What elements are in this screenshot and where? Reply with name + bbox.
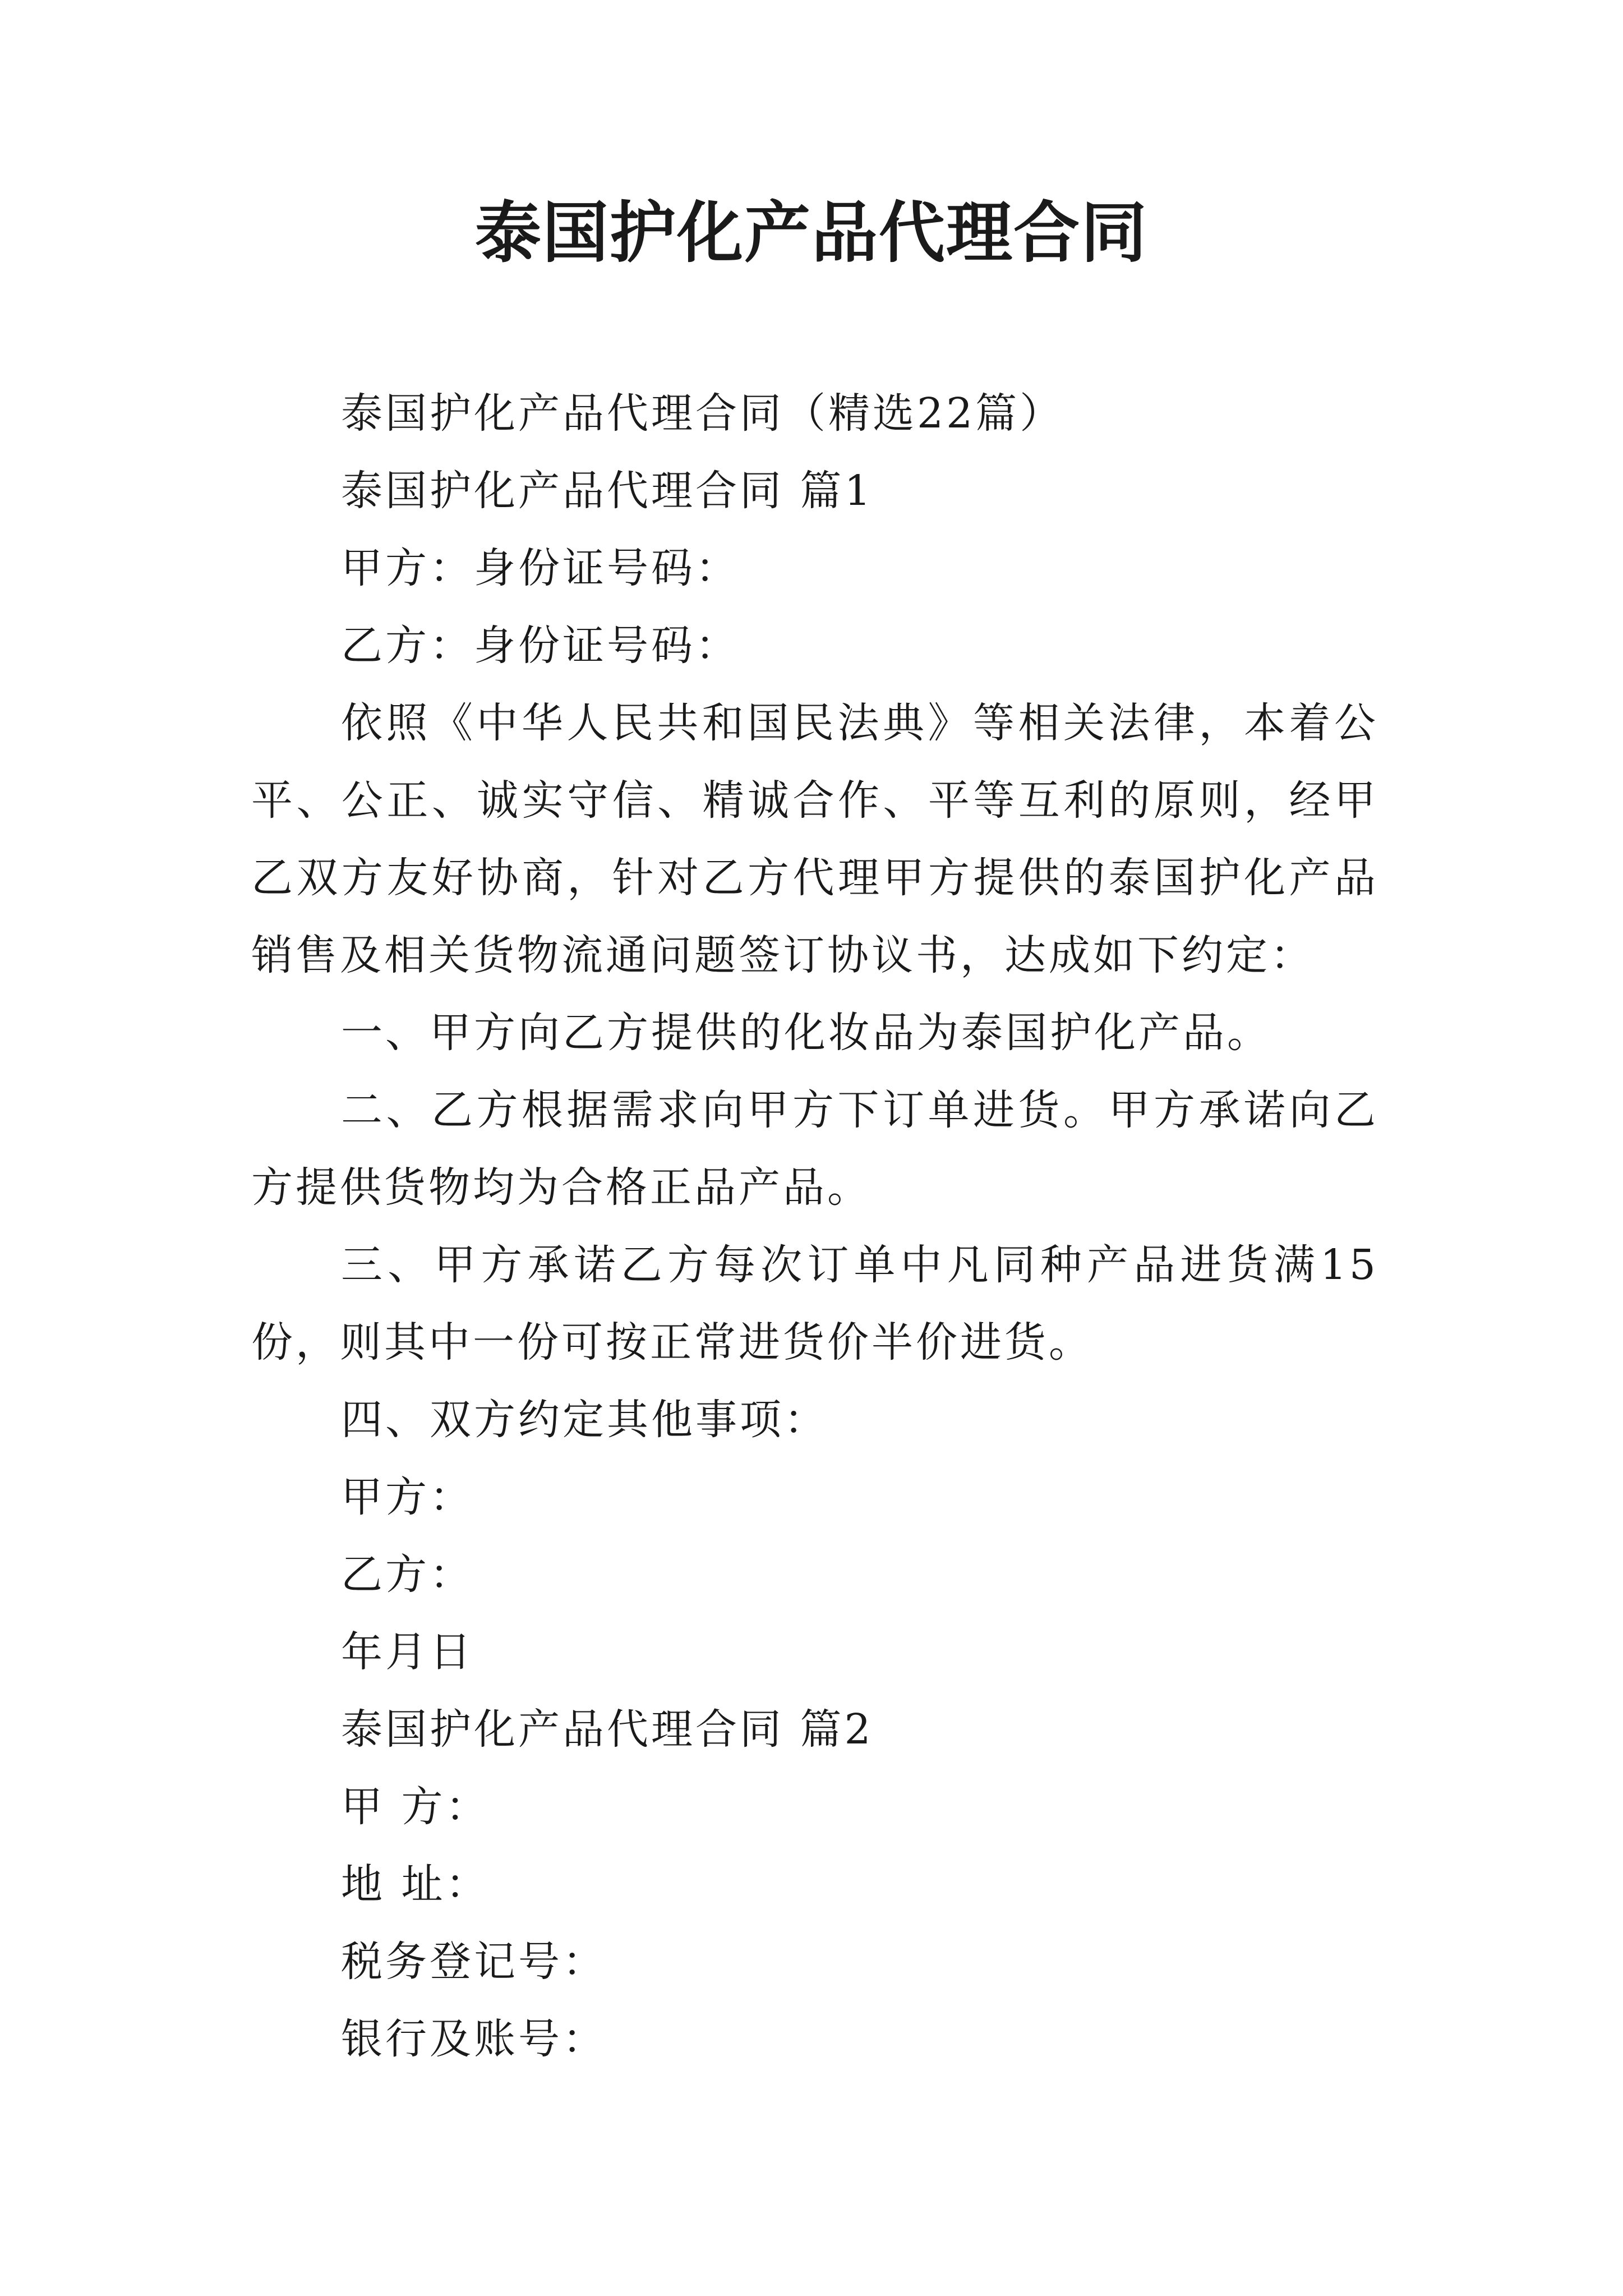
paragraph-party-a-label: 甲 方： — [341, 1783, 490, 1831]
document-title: 泰国护化产品代理合同 — [474, 194, 1148, 272]
paragraph-clause-4: 四、双方约定其他事项： — [341, 1396, 828, 1444]
paragraph-preamble: 依照《中华人民共和国民法典》等相关法律，本着公平、公正、诚实守信、精诚合作、平等互利的原则，经甲乙双方友好协商，针对乙方代理甲方提供的泰国护化产品销售及相关货物流通问题签订协议书，达成如下约定： — [251, 699, 1378, 979]
paragraph-party-b-id: 乙方：身份证号码： — [341, 622, 740, 670]
paragraph-date: 年月日 — [341, 1628, 474, 1676]
document-body — [251, 375, 1378, 2078]
paragraph-signature-party-a: 甲方： — [341, 1473, 474, 1521]
paragraph-section-1-heading: 泰国护化产品代理合同 篇1 — [341, 467, 874, 515]
paragraph-clause-1: 一、甲方向乙方提供的化妆品为泰国护化产品。 — [341, 1009, 1271, 1057]
paragraph-clause-3: 三、甲方承诺乙方每次订单中凡同种产品进货满15份，则其中一份可按正常进货价半价进货。 — [251, 1241, 1378, 1366]
paragraph-party-a-id: 甲方：身份证号码： — [341, 544, 740, 592]
paragraph-tax-registration-label: 税务登记号： — [341, 1938, 607, 1986]
paragraph-section-2-heading: 泰国护化产品代理合同 篇2 — [341, 1705, 874, 1754]
paragraph-collection-heading: 泰国护化产品代理合同（精选22篇） — [341, 389, 1064, 438]
paragraph-bank-account-label: 银行及账号： — [341, 2015, 607, 2063]
paragraph-clause-2: 二、乙方根据需求向甲方下订单进货。甲方承诺向乙方提供货物均为合格正品产品。 — [251, 1086, 1378, 1212]
paragraph-signature-party-b: 乙方： — [341, 1550, 474, 1599]
paragraph-address-label: 地 址： — [341, 1860, 490, 1908]
